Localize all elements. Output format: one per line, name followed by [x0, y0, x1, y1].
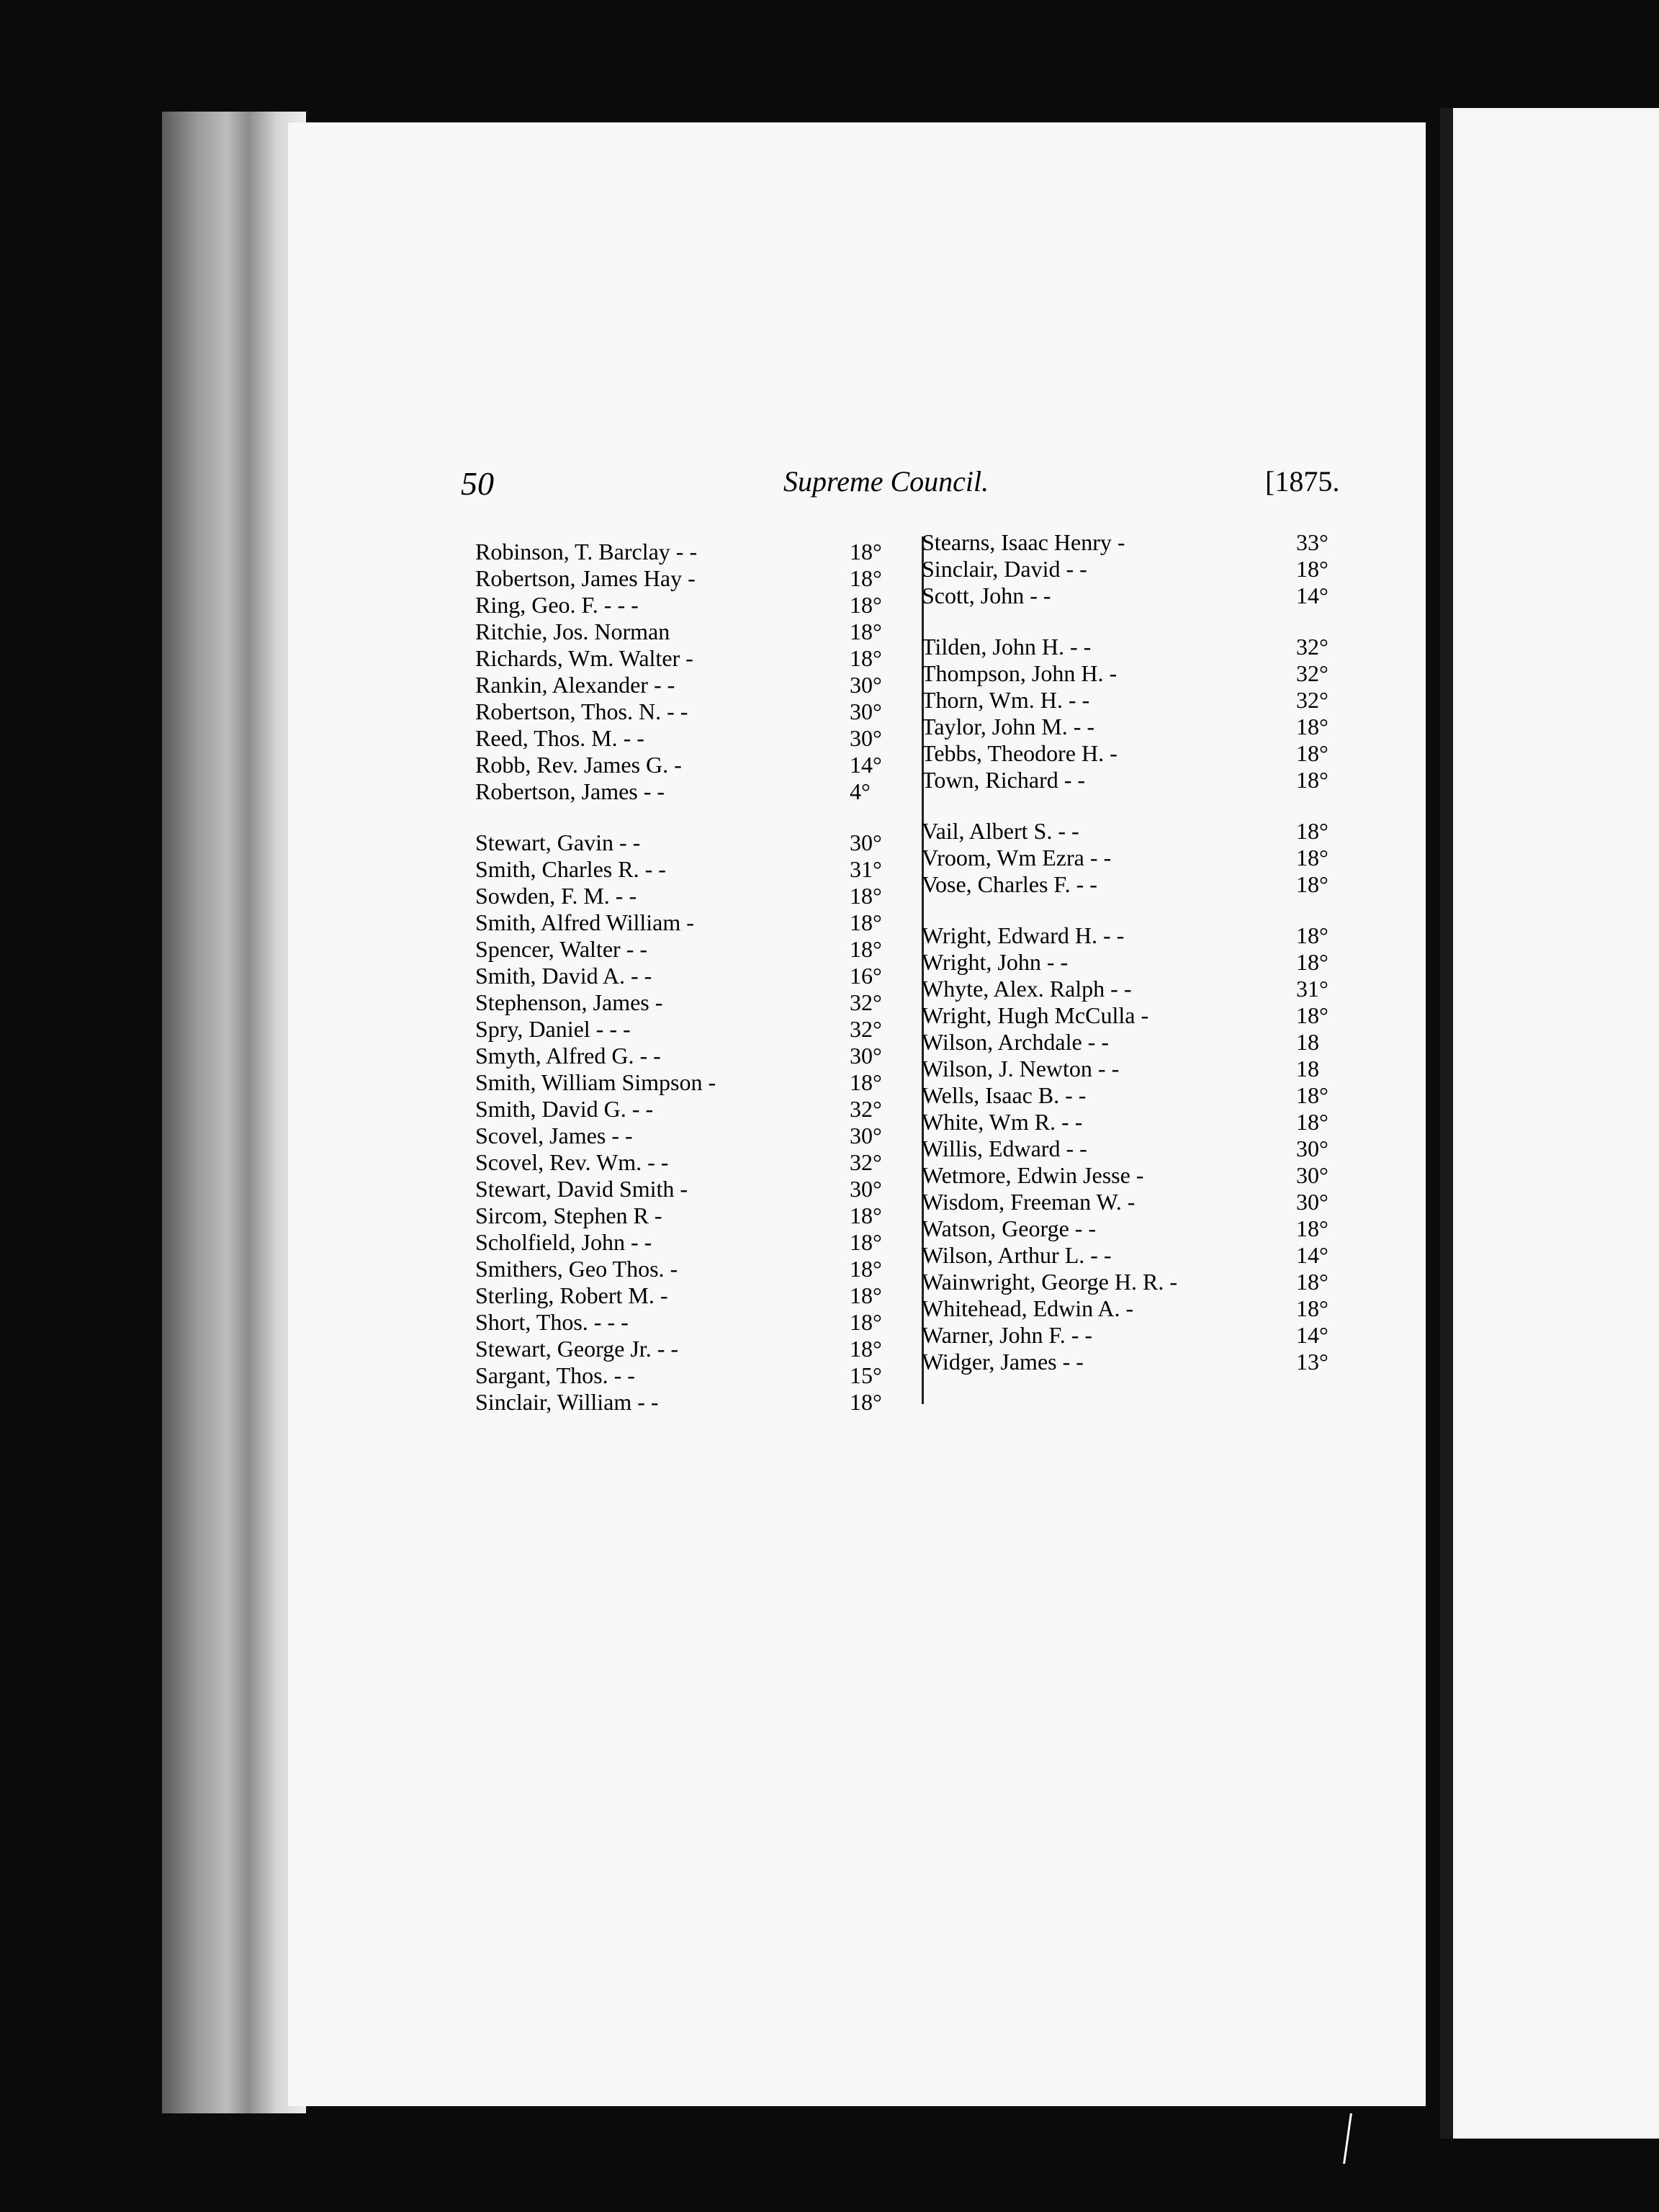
member-name: White, Wm R. - - — [922, 1109, 1083, 1135]
member-degree: 30° — [850, 672, 882, 698]
member-degree: 30° — [850, 725, 882, 751]
member-degree: 18° — [850, 1229, 882, 1255]
member-name: Robertson, Thos. N. - - — [475, 698, 688, 724]
member-name: Reed, Thos. M. - - — [475, 725, 644, 751]
member-name: Whyte, Alex. Ralph - - — [922, 976, 1132, 1002]
member-degree: 30° — [850, 1176, 882, 1202]
member-name: Robb, Rev. James G. - — [475, 752, 682, 778]
member-degree: 18° — [1296, 714, 1328, 739]
member-degree: 18° — [850, 1202, 882, 1228]
member-name: Tilden, John H. - - — [922, 634, 1092, 660]
member-name: Smith, David G. - - — [475, 1096, 654, 1122]
member-name: Warner, John F. - - — [922, 1322, 1093, 1348]
member-degree: 30° — [850, 698, 882, 724]
member-degree: 32° — [1296, 687, 1328, 713]
member-name: Robertson, James Hay - — [475, 565, 696, 591]
member-name: Robertson, James - - — [475, 778, 665, 804]
page-header — [288, 464, 1426, 515]
member-name: Stewart, Gavin - - — [475, 830, 641, 855]
member-name: Scholfield, John - - — [475, 1229, 652, 1255]
member-name: Sterling, Robert M. - — [475, 1282, 668, 1308]
member-degree: 18° — [850, 936, 882, 962]
member-name: Smyth, Alfred G. - - — [475, 1043, 661, 1069]
member-name: Spencer, Walter - - — [475, 936, 647, 962]
member-name: Wilson, Archdale - - — [922, 1029, 1109, 1055]
member-name: Sinclair, William - - — [475, 1389, 659, 1415]
member-degree: 18° — [1296, 845, 1328, 871]
member-degree: 18° — [850, 1389, 882, 1415]
member-degree: 18° — [850, 592, 882, 618]
member-degree: 16° — [850, 963, 882, 989]
member-name: Wainwright, George H. R. - — [922, 1269, 1177, 1295]
member-degree: 18° — [850, 1309, 882, 1335]
member-degree: 18° — [1296, 871, 1328, 897]
member-name: Wright, Edward H. - - — [922, 922, 1125, 948]
member-name: Richards, Wm. Walter - — [475, 645, 693, 671]
member-degree: 14° — [850, 752, 882, 778]
member-name: Scovel, James - - — [475, 1123, 633, 1148]
member-name: Sircom, Stephen R - — [475, 1202, 662, 1228]
member-name: Sargant, Thos. - - — [475, 1362, 635, 1388]
member-name: Town, Richard - - — [922, 767, 1086, 793]
member-degree: 4° — [850, 778, 871, 804]
member-degree: 18° — [1296, 818, 1328, 844]
member-name: Stearns, Isaac Henry - — [922, 529, 1125, 555]
member-degree: 18° — [850, 1069, 882, 1095]
page-year: [1875. — [1265, 465, 1340, 498]
member-degree: 31° — [850, 856, 882, 882]
member-name: Smith, Alfred William - — [475, 909, 694, 935]
member-degree: 18° — [1296, 949, 1328, 975]
member-name: Sowden, F. M. - - — [475, 883, 637, 909]
member-name: Wright, John - - — [922, 949, 1069, 975]
member-name: Watson, George - - — [922, 1215, 1097, 1241]
member-degree: 18 — [1296, 1029, 1319, 1055]
member-name: Smith, David A. - - — [475, 963, 652, 989]
member-degree: 32° — [850, 989, 882, 1015]
member-degree: 32° — [850, 1096, 882, 1122]
member-name: Vose, Charles F. - - — [922, 871, 1097, 897]
member-degree: 18° — [850, 1282, 882, 1308]
member-degree: 18° — [850, 909, 882, 935]
member-degree: 14° — [1296, 583, 1328, 608]
member-name: Ritchie, Jos. Norman — [475, 619, 670, 644]
member-name: Robinson, T. Barclay - - — [475, 539, 698, 565]
member-name: Stephenson, James - — [475, 989, 663, 1015]
member-degree: 18° — [1296, 1269, 1328, 1295]
member-degree: 18° — [850, 883, 882, 909]
member-degree: 18° — [850, 539, 882, 565]
member-degree: 33° — [1296, 529, 1328, 555]
member-name: Rankin, Alexander - - — [475, 672, 675, 698]
member-degree: 30° — [1296, 1162, 1328, 1188]
member-name: Whitehead, Edwin A. - — [922, 1295, 1134, 1321]
member-name: Vail, Albert S. - - — [922, 818, 1079, 844]
member-degree: 18° — [850, 1256, 882, 1282]
member-degree: 30° — [850, 1043, 882, 1069]
member-name: Ring, Geo. F. - - - — [475, 592, 639, 618]
member-name: Tebbs, Theodore H. - — [922, 740, 1118, 766]
member-degree: 18° — [850, 645, 882, 671]
member-name: Scott, John - - — [922, 583, 1051, 608]
member-degree: 18° — [850, 619, 882, 644]
member-degree: 13° — [1296, 1349, 1328, 1375]
member-degree: 18° — [1296, 1215, 1328, 1241]
member-degree: 30° — [1296, 1136, 1328, 1161]
member-degree: 18° — [1296, 1002, 1328, 1028]
member-degree: 32° — [850, 1149, 882, 1175]
member-name: Wetmore, Edwin Jesse - — [922, 1162, 1144, 1188]
member-name: Wells, Isaac B. - - — [922, 1082, 1087, 1108]
member-name: Stewart, David Smith - — [475, 1176, 688, 1202]
member-name: Smithers, Geo Thos. - — [475, 1256, 678, 1282]
member-degree: 18° — [1296, 922, 1328, 948]
member-degree: 18° — [1296, 1082, 1328, 1108]
member-degree: 32° — [1296, 660, 1328, 686]
member-degree: 18° — [850, 565, 882, 591]
member-degree: 18° — [1296, 556, 1328, 582]
member-degree: 18 — [1296, 1056, 1319, 1082]
member-degree: 18° — [1296, 1109, 1328, 1135]
member-degree: 32° — [1296, 634, 1328, 660]
member-degree: 14° — [1296, 1322, 1328, 1348]
page-number: 50 — [461, 465, 494, 502]
member-name: Willis, Edward - - — [922, 1136, 1087, 1161]
member-name: Wilson, J. Newton - - — [922, 1056, 1120, 1082]
margin-mark — [1343, 2113, 1362, 2164]
member-degree: 30° — [1296, 1189, 1328, 1215]
member-degree: 32° — [850, 1016, 882, 1042]
member-name: Stewart, George Jr. - - — [475, 1336, 678, 1362]
member-name: Scovel, Rev. Wm. - - — [475, 1149, 669, 1175]
page-title: Supreme Council. — [783, 465, 989, 498]
member-name: Wright, Hugh McCulla - — [922, 1002, 1149, 1028]
member-name: Sinclair, David - - — [922, 556, 1087, 582]
member-degree: 30° — [850, 830, 882, 855]
facing-page — [1440, 108, 1659, 2139]
member-degree: 30° — [850, 1123, 882, 1148]
member-name: Wilson, Arthur L. - - — [922, 1242, 1112, 1268]
member-degree: 14° — [1296, 1242, 1328, 1268]
member-name: Smith, William Simpson - — [475, 1069, 716, 1095]
member-degree: 15° — [850, 1362, 882, 1388]
member-name: Taylor, John M. - - — [922, 714, 1094, 739]
member-name: Thompson, John H. - — [922, 660, 1118, 686]
book-page-edges — [162, 112, 306, 2113]
member-name: Widger, James - - — [922, 1349, 1084, 1375]
member-name: Thorn, Wm. H. - - — [922, 687, 1090, 713]
member-name: Spry, Daniel - - - — [475, 1016, 631, 1042]
member-degree: 18° — [850, 1336, 882, 1362]
member-degree: 31° — [1296, 976, 1328, 1002]
document-page — [288, 122, 1426, 2106]
member-degree: 18° — [1296, 767, 1328, 793]
member-name: Vroom, Wm Ezra - - — [922, 845, 1112, 871]
member-name: Wisdom, Freeman W. - — [922, 1189, 1136, 1215]
member-degree: 18° — [1296, 740, 1328, 766]
member-name: Short, Thos. - - - — [475, 1309, 629, 1335]
member-name: Smith, Charles R. - - — [475, 856, 666, 882]
member-degree: 18° — [1296, 1295, 1328, 1321]
